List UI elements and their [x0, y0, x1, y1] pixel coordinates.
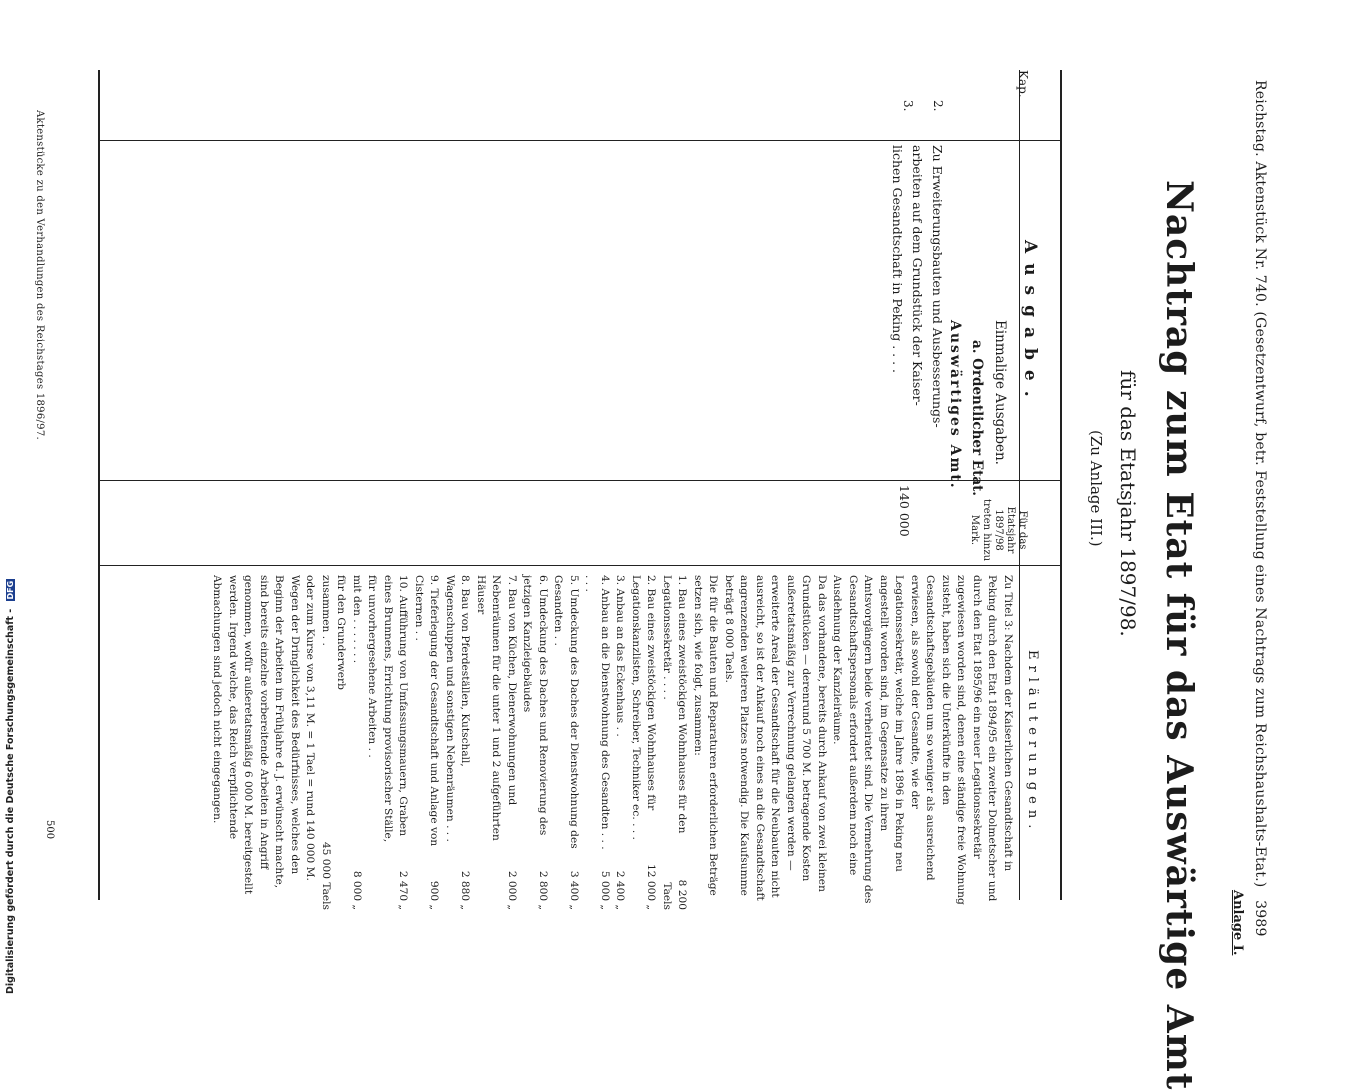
erl-para-4: Wegen der Dringlichkeit des Bedürfnisses, welches den Beginn der Arbeiten im Frühjahre d. J. erwünscht machte, sind bereits einzelne vorbereitende Arbeiten in Angriff genommen, wofür außeretatsmäßig 6 000 M. bereitgestellt werden. Irgend welche, das Reich verpflichtende Abmachungen sind jedoch nicht eingegangen. [211, 575, 301, 895]
erl-item-row [473, 575, 520, 910]
erl-item-row [659, 575, 690, 910]
erl-item-label: 3. Anbau an das Eckenhaus . . [614, 575, 627, 737]
running-head [1252, 80, 1268, 937]
erl-item-label: 8. Bau von Pferdeställen, Kutschall, Wagenschuppen und sonstigen Nebenräumen . . . [444, 575, 472, 842]
footer-strip [0, 0, 20, 1000]
running-head-text: Reichstag. Aktenstück Nr. 740. (Gesetzentwurf, betr. Feststellung eines Nachtrags zum Reichshaushalts-Etat.) [1252, 80, 1268, 888]
table-header-rule [1019, 70, 1020, 900]
dfg-footer [5, 579, 16, 994]
erl-item-amount: 8 200 Taels [661, 879, 689, 910]
akten-footer-text: Aktenstücke zu den Verhandlungen des Reichstages 1896/97. [34, 110, 45, 440]
dfg-logo: DFG [6, 580, 15, 600]
erl-item-label: mit den . . . . . . . [351, 575, 363, 664]
erl-item-row [550, 575, 581, 910]
erl-item-amount: 2 800 „ [537, 870, 549, 910]
erl-item-amount: 900 „ [428, 880, 441, 910]
erl-item-label: für den Grunderwerb [335, 575, 348, 690]
erl-item-label: 5. Umdeckung des Daches der Dienstwohnung des Gesandten . . [552, 575, 580, 849]
col-head-kap: Kap. [1016, 70, 1030, 98]
section-einmalige: Einmalige Ausgaben. [992, 320, 1008, 465]
page-subtitle-2: (Zu Anlage III.) [1087, 430, 1105, 547]
row-text-line-2: arbeiten auf dem Grundstück der Kaiser- [910, 145, 925, 406]
row-amount: 140 000 [897, 485, 912, 537]
erl-item-row [581, 575, 612, 910]
erl-item-amount: 2 000 „ [506, 870, 518, 910]
erl-item-label: 7. Bau von Küchen, Dienerwohnungen und Nebenräumen für die unter 1 und 2 aufgeführten Häuser [475, 575, 518, 841]
page-title: Nachtrag zum Etat für das Auswärtige Amt [1158, 180, 1200, 1090]
erl-total-amount: 45 000 Taels [320, 841, 332, 910]
erl-item-label: 6. Umdeckung des Daches und Renovierung des jetzigen Kanzleigebäudes [521, 575, 549, 836]
erl-item-row [519, 575, 550, 910]
erlaeuterung-block [209, 575, 1015, 910]
erl-item-row [364, 575, 411, 910]
erl-item-amount: 3 400 „ [568, 870, 580, 910]
erl-total-label: zusammen . . [320, 575, 332, 646]
erl-item-label: 2. Bau eines zweistöckigen Wohnhauses für Legationskanzlisten, Schreiber, Techniker ec. . . . [630, 575, 658, 840]
erl-item-label: 4. Anbau an die Dienstwohnung des Gesandten . . . . . . [583, 575, 611, 850]
col-head-ausgabe: Ausgabe. [1020, 240, 1040, 407]
erl-item-amount: 5 000 „ [599, 870, 611, 910]
erl-item-row [333, 575, 349, 910]
erl-conversion: oder zum Kurse von 3,11 M. = 1 Tael = rund 140 000 M. [304, 575, 317, 881]
row-tit: 3. [901, 100, 915, 112]
erl-item-amount: 2 470 „ [397, 870, 410, 910]
anlage-label: Anlage I. [1230, 890, 1245, 956]
erl-item-amount: 2 880 „ [459, 870, 472, 910]
page-number-bottom: 500 [44, 820, 55, 840]
erl-items-list [333, 575, 690, 910]
erl-item-label: 9. Tieferlegung der Gesandtschaft und Anlage von Cisternen . . [413, 575, 441, 847]
page-subtitle: für das Etatsjahr 1897/98. [1116, 370, 1140, 637]
erl-para-2: Da das vorhandene, bereits durch Ankauf von zwei kleinen Grundstücken — derenrund 5 700 M. betragende Kosten außeretatsmäßig zur Verrechnung gelangen werden — erweiterte Areal der Gesandtschaft für die Neubauten nicht ausreicht, so ist der Ankauf noch eines an die Gesandtschaft angrenzenden weiteren Platzes notwendig. Die Kaufsumme beträgt 8 000 Taels. [723, 575, 828, 901]
section-auswaertiges: Auswärtiges Amt. [947, 320, 963, 490]
erl-para-1: Zu Titel 3: Nachdem der Kaiserlichen Gesandtschaft in Peking durch den Etat 1894/95 ein zweiter Dolmetscher und durch den Etat 1895/96 ein neuer Legationssekretär zugewiesen worden sind, denen eine ständige freie Wohnung zusteht, haben sich die Unterkünfte in den Gesandtschaftsgebäuden um so weniger als ausreichend erwiesen, als sowohl der Gesandte, wie der Legationssekretär, welche im Jahre 1896 in Peking neu angestellt worden sind, im Gegensatze zu ihren Amtsvorgängern beide verheiratet sind. Die Vermehrung des Gesandtschaftspersonals erfordert außerdem noch eine Ausdehnung der Kanzleiräume. [831, 575, 1014, 905]
running-head-page-number: 3989 [1252, 900, 1268, 937]
row-text-line-3: lichen Gesandtschaft in Peking . . . . [890, 145, 905, 374]
erl-item-label: 10. Aufführung von Umfassungsmauern, Graben eines Brunnens, Errichtung provisorischer Ställe, für unvorhergesehene Arbeiten . . [366, 575, 410, 843]
col-head-erlaeuterungen: Erläuterungen. [1025, 650, 1040, 835]
row-kap: 2. [931, 100, 945, 112]
table-top-rule [1060, 70, 1062, 900]
section-ordentlicher: a. Ordentlicher Etat. [969, 340, 985, 497]
erl-item-row [628, 575, 659, 910]
erl-item-row [411, 575, 442, 910]
erl-item-row [612, 575, 628, 910]
document-page [40, 70, 1290, 1090]
erl-item-label: 1. Bau eines zweistöckigen Wohnhauses für den Legationssekretär . . . . [661, 575, 689, 834]
row-text-line-1: Zu Erweiterungsbauten und Ausbesserungs- [930, 145, 945, 428]
erl-item-amount: 8 000 „ [351, 870, 363, 910]
erl-item-row [349, 575, 365, 910]
erl-para-3: Die für die Bauten und Reparaturen erforderlichen Beträge setzen sich, wie folgt, zusammen: [692, 575, 720, 896]
col-head-amount: Für das Etatsjahr 1897/98 treten hinzu Mark. [969, 498, 1028, 562]
erl-total-row [318, 575, 334, 910]
dfg-footer-text: Digitalisierung gefördert durch die Deutsche Forschungsgemeinschaft - [5, 608, 16, 994]
erl-item-amount [333, 850, 349, 910]
table-bottom-rule [98, 70, 100, 900]
col-rule-kap [100, 140, 1062, 141]
erl-item-row [442, 575, 473, 910]
erl-item-amount: 12 000 „ [645, 864, 658, 910]
col-rule-tit [100, 480, 1062, 481]
erl-item-amount: 2 400 „ [614, 870, 627, 910]
col-rule-amount [100, 565, 1062, 566]
